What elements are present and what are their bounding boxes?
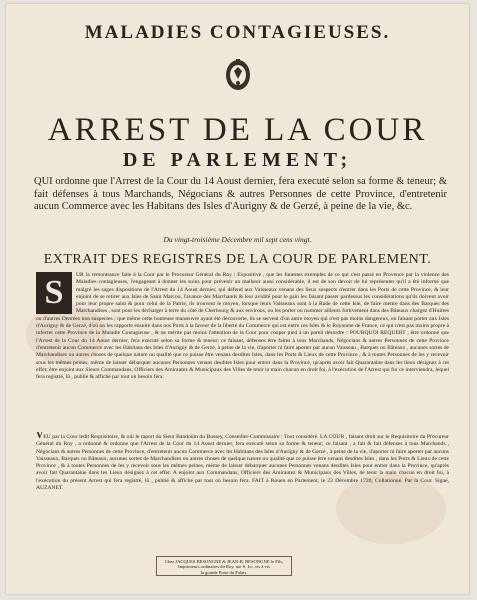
document-sheet (6, 4, 469, 594)
arrest-title: ARREST DE LA COUR (47, 112, 428, 148)
remonstrance-text: UR la remontrance faite à la Cour par le Procureur Général du Roy ; Expositive , que les funestes exemples de ce qui s'est passé en Provence par la violence des Maladies contagieuses, l'engageant à donner les soins pour prévenir un malheur aussi considérable, il est de son devoir de lui représenter qu'il a été informé que malgré les sages dispositions de l'Arrest du 14 Aoust dernier, qui défend aux Vaisseaux venans des lieux suspects d'entrer dans les Ports de cette Province, & leur enjoint de se retirer aux Isles de Saint Marcou, l'avance des Marchands & leur avidité pour le gain les faisant passer pardessus les considérations qu'ils doivent avoir pour leur propre salut & pour celui de la Patrie, ils trouvent le moyen, lorsque leurs Vaisseaux sont à la Rade de cette Isle, de faire mettre dans des Barques des Marchandises , sont pour les décharger à terre du côté de Cherbourg & aux environs, ou les porter ou nommer ailleurs furtivement dans des Bâteaux chargez d'Huitres ou d'autres Denrées non suspectes ; que même cette honteuse manœuvre ayant été découverte, ils se servent d'un autre moyen qui n'est pas moins dangereux, en faisant porter aux Isles d'Aurigny & de Gerzé, d'où on les rapporte ensuite dans nos Ports à la faveur de la liberté du Commerce qui est entre ces Isles & le Royaume de France, ce qui n'est pas moins propre à infecter cette Province de la Maladie Contagieuse , & ne mérite pas moins l'attention de la Cour pour couper pied à un pareil désordre : POURQUOI REQUERT , être ordonné que l'Arrest de la Cour du 14 Aoust dernier, fera executé selon sa forme & teneur; ce faisant, défenses être faites à tous Marchands, Négocians & autres Personnes de cette Province d'entretenir aucun Commerce avec les Habitans des Isles d'Aurigny & de Gerzé, à peine de la vie, d'aporter ni faire aporter par aucun Vaisseau , Barques ou Bâteaux , aucunes sortes de Marchandises ou autres choses de quelque nature ou qualité que ce puisse être venans desdites Isles, dans les Ports & Lieux de cette Province , & à toutes Personnes de les y recevoir sous les mêmes peines, même de laisser débarquer aucunes Personnes venans desdites Isles pour entrer dans la Province, qu'après avoir fait Quarantaine dans les lieux désignez à cet effet; être enjoint aux Sieurs Commandans, Officiers des Amirautez & Municipaux des Villes de tenir la main chacun en droit foi, à l'exécution de l'Arrest qui fur ce interviendra, lequel fera registré, lû , publié & affiché par tout où besoin fera. (36, 272, 449, 381)
printer-imprint (156, 556, 292, 576)
summary-paragraph: QUI ordonne que l'Arrest de la Cour du 14 Aoust dernier, fera executé selon sa forme & teneur; & fait défenses à tous Marchands, Négocians & autres Personnes de cette Province, d'entretenir aucun Commerce avec les Habitans des Isles d'Aurigny & de Gerzé, à peine de la vie, &c. (34, 176, 447, 212)
printer-line: Imprimeurs ordinaires du Roy, rue S. Lo, vis à vis (178, 564, 270, 570)
printer-line: Chez JACQUES BESONGNE & JEAN-B. BESONGNE le Fils, (164, 559, 284, 564)
arrest-subtitle: DE PARLEMENT; (122, 149, 353, 171)
ruling-paragraph (36, 432, 449, 546)
royal-arms-icon (224, 58, 252, 92)
header-title: MALADIES CONTAGIEUSES. (84, 22, 391, 43)
dateline: Du vingt-troisième Décembre mil sept cens vingt. (163, 235, 312, 244)
extract-title: EXTRAIT DES REGISTRES DE LA COUR DE PARLEMENT. (43, 252, 432, 267)
ruling-text: EU par la Cour ledit Requisitoire, & oüi le raport du Sieur Bandoüin du Bussey, Conseiller-Commissaire : Tout considéré. LA COUR , faisant droit sur le Requisitoire du Procureur Général du Roy , a ordonné & ordonne que l'Arrest de la Cour du 14 Aoust dernier, fera executé selon sa forme & teneur; ce faisant , a fait & fait défenses à tous Marchands , Négocians & autres Personnes de cette Province, d'entretenir aucun Commerce avec les Habitans des Isles d'Aurigny & de Gerzé , à peine de la vie, d'aporter ni faire aporter par aucuns Vaisseaux, Barques ou Bâteaux, aucunes sortes de Marchandises ou autres choses de quelque nature ou qualité que ce puisse être venans desdites Isles , dans les Ports & Lieux de cette Province , & à toutes Personnes de les y recevoir sous les mêmes peines, même de laisser débarquer aucunes Personnes venans desdites Isles pour entrer dans la Province, qu'après avoir fait Quarantaine dans les Lieux désignez à cet effet. A enjoint aux Commandans, Officiers des Amirautez & Municipaux des Villes, de tenir la main chacun en droit foi, à l'exécution du présent Arrest qui fera registré, lû , publié & affiché par tout où besoin fera. FAIT à Rouen en Parlement, le 23 Décembre 1720, Collationné. Par la Cour. Signé, AUZANET. (36, 434, 449, 492)
decorated-dropcap: S (36, 272, 72, 314)
ruling-initial: V (36, 432, 44, 441)
printer-line: la grande Porte du Palais. (200, 569, 248, 575)
remonstrance-paragraph (36, 272, 449, 432)
